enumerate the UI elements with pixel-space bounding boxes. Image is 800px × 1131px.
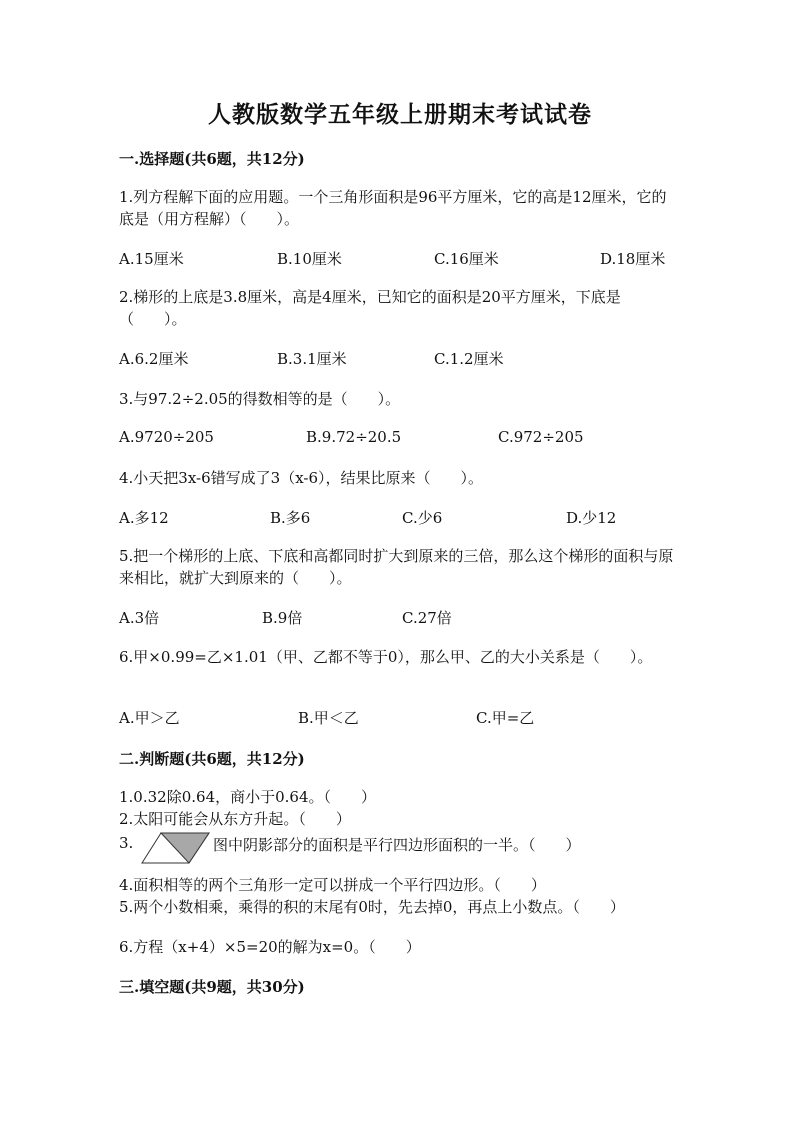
choice-5-option-b[interactable]: B.9倍 xyxy=(262,609,303,627)
choice-3-option-c[interactable]: C.972÷205 xyxy=(498,428,584,446)
choice-5-option-a[interactable]: A.3倍 xyxy=(119,609,160,627)
choice-question-3: 3.与97.2÷2.05的得数相等的是（ ）。 xyxy=(119,390,401,408)
choice-3-option-a[interactable]: A.9720÷205 xyxy=(119,428,214,446)
choice-4-option-a[interactable]: A.多12 xyxy=(119,509,169,527)
exam-title: 人教版数学五年级上册期末考试试卷 xyxy=(208,101,592,128)
choice-2-option-c[interactable]: C.1.2厘米 xyxy=(434,350,504,368)
choice-question-4: 4.小天把3x-6错写成了3（x-6），结果比原来（ ）。 xyxy=(119,469,484,487)
judge-item-3 xyxy=(119,832,719,864)
judge-item-6: 6.方程（x+4）×5=20的解为x=0。（ ） xyxy=(119,938,421,956)
judge-item-2: 2.太阳可能会从东方升起。（ ） xyxy=(119,810,351,828)
judge-item-1: 1.0.32除0.64，商小于0.64。（ ） xyxy=(119,788,377,806)
choice-2-option-a[interactable]: A.6.2厘米 xyxy=(119,350,189,368)
choice-1-option-c[interactable]: C.16厘米 xyxy=(434,250,499,268)
choice-6-option-c[interactable]: C.甲=乙 xyxy=(476,709,535,727)
choice-6-option-b[interactable]: B.甲＜乙 xyxy=(298,709,359,727)
choice-2-option-b[interactable]: B.3.1厘米 xyxy=(277,350,347,368)
section-choice-heading: 一.选择题(共6题，共12分) xyxy=(119,150,305,168)
section-judge-heading: 二.判断题(共6题，共12分) xyxy=(119,750,305,768)
choice-1-option-a[interactable]: A.15厘米 xyxy=(119,250,184,268)
choice-3-option-b[interactable]: B.9.72÷20.5 xyxy=(306,428,402,446)
judge-item-3-number: 3. xyxy=(119,834,134,852)
choice-question-6: 6.甲×0.99=乙×1.01（甲、乙都不等于0），那么甲、乙的大小关系是（ ）。 xyxy=(119,648,653,666)
choice-4-option-d[interactable]: D.少12 xyxy=(566,509,617,527)
choice-question-1: 1.列方程解下面的应用题。一个三角形面积是96平方厘米，它的高是12厘米，它的底是（用方程解）（ ）。 xyxy=(119,188,667,228)
choice-4-option-b[interactable]: B.多6 xyxy=(270,509,311,527)
choice-5-option-c[interactable]: C.27倍 xyxy=(402,609,452,627)
choice-question-2: 2.梯形的上底是3.8厘米，高是4厘米，已知它的面积是20平方厘米，下底是（ ）。 xyxy=(119,288,621,328)
judge-item-4: 4.面积相等的两个三角形一定可以拼成一个平行四边形。（ ） xyxy=(119,876,546,894)
choice-1-option-d[interactable]: D.18厘米 xyxy=(600,250,666,268)
section-fill-heading: 三.填空题(共9题，共30分) xyxy=(119,978,305,996)
choice-6-option-a[interactable]: A.甲＞乙 xyxy=(119,709,180,727)
parallelogram-figure xyxy=(141,832,211,864)
choice-question-5: 5.把一个梯形的上底、下底和高都同时扩大到原来的三倍，那么这个梯形的面积与原来相比，就扩大到原来的（ ）。 xyxy=(119,547,674,587)
judge-item-3-text: 图中阴影部分的面积是平行四边形面积的一半。（ ） xyxy=(213,836,581,854)
choice-1-option-b[interactable]: B.10厘米 xyxy=(277,250,342,268)
choice-4-option-c[interactable]: C.少6 xyxy=(402,509,443,527)
judge-item-5: 5.两个小数相乘，乘得的积的末尾有0时，先去掉0，再点上小数点。（ ） xyxy=(119,898,625,916)
